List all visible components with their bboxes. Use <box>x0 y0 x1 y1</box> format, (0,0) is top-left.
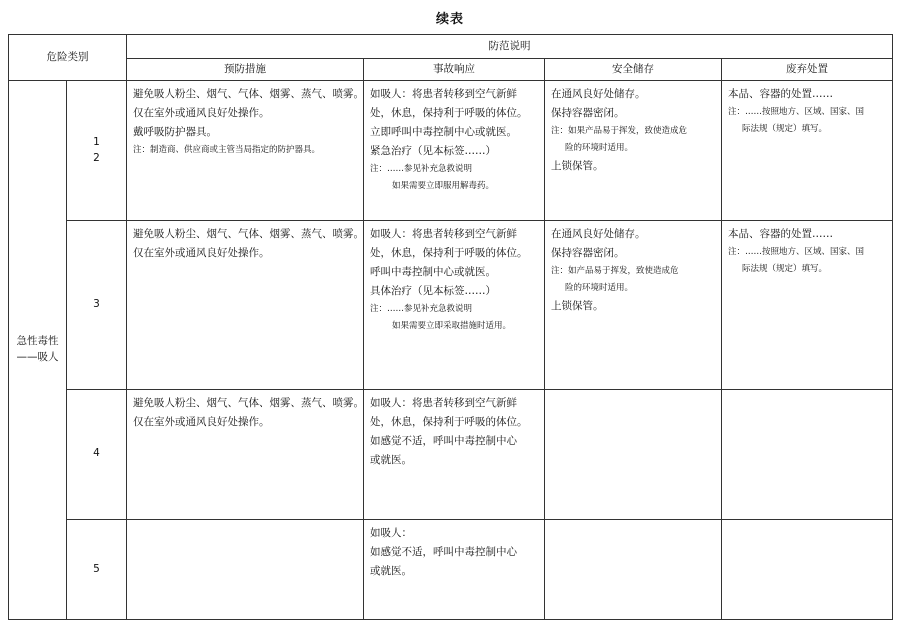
note-line: 险的环境时适用。 <box>565 283 634 294</box>
header-response: 事故响应 <box>364 59 545 81</box>
statement-line: 或就医。 <box>370 564 412 577</box>
hazard-category-cell <box>9 81 67 620</box>
statement-line: 避免吸人粉尘、烟气、气体、烟雾、蒸气、喷雾。 <box>133 228 364 241</box>
statement-line: 上锁保管。 <box>551 160 604 173</box>
note-line: 注：如果产品易于挥发，致使造成危 <box>551 126 688 137</box>
statement-line: 本品、容器的处置…… <box>728 228 833 241</box>
hazard-subcategory-cell <box>67 221 127 389</box>
statement-line: 保持容器密闭。 <box>551 107 625 120</box>
table-caption: 续表 <box>435 12 464 27</box>
disposal-cell <box>722 519 893 619</box>
storage-cell <box>545 221 722 389</box>
statement-line: 戴呼吸防护器具。 <box>133 126 217 139</box>
statement-line: 如吸人：将患者转移到空气新鲜 <box>370 396 517 409</box>
statement-line: 具体治疗（见本标签……） <box>370 285 496 298</box>
note-line: 注：制造商、供应商或主管当局指定的防护器具。 <box>133 145 321 156</box>
statement-line: 处，休息，保持利于呼吸的体位。 <box>370 107 528 120</box>
table-row <box>9 389 893 519</box>
disposal-cell <box>722 221 893 389</box>
statement-line: 如吸人：将患者转移到空气新鲜 <box>370 228 517 241</box>
statement-line: 保持容器密闭。 <box>551 247 625 260</box>
prevention-cell <box>127 519 364 619</box>
subcategory-number: 2 <box>93 151 100 164</box>
statement-line: 处，休息，保持利于呼吸的体位。 <box>370 247 528 260</box>
note-line: 际法规（规定）填写。 <box>742 124 828 135</box>
header-storage: 安全储存 <box>545 59 722 81</box>
storage-cell <box>545 81 722 221</box>
table-row <box>9 81 893 221</box>
statement-line: 仅在室外或通风良好处操作。 <box>133 247 270 260</box>
disposal-cell <box>722 389 893 519</box>
note-line: 注：……按照地方、区域、国家、国 <box>728 247 865 258</box>
response-cell <box>364 389 545 519</box>
note-line: 际法规（规定）填写。 <box>742 264 828 275</box>
subcategory-number: 4 <box>93 447 100 460</box>
response-cell <box>364 519 545 619</box>
note-line: 险的环境时适用。 <box>565 143 634 154</box>
statement-line: 避免吸人粉尘、烟气、气体、烟雾、蒸气、喷雾。 <box>133 88 364 101</box>
note-line: 如果需要立即服用解毒药。 <box>392 181 495 192</box>
subcategory-number: 1 <box>93 135 100 148</box>
header-disposal: 废弃处置 <box>722 59 893 81</box>
statement-line: 如吸人： <box>370 526 412 539</box>
statement-line: 仅在室外或通风良好处操作。 <box>133 107 270 120</box>
category-line-1: 急性毒性 <box>16 335 59 348</box>
hazard-subcategory-cell <box>67 389 127 519</box>
statement-line: 在通风良好处储存。 <box>551 228 646 241</box>
note-line: 注：……参见补充急救说明 <box>370 304 473 315</box>
statement-line: 紧急治疗（见本标签……） <box>370 145 496 158</box>
storage-cell <box>545 389 722 519</box>
note-line: 注：如产品易于挥发，致使造成危 <box>551 266 679 277</box>
statement-line: 如感觉不适，呼叫中毒控制中心 <box>370 434 517 447</box>
statement-line: 处，休息，保持利于呼吸的体位。 <box>370 415 528 428</box>
header-prevention: 预防措施 <box>127 59 364 81</box>
prevention-cell <box>127 221 364 389</box>
hazard-precaution-table <box>8 34 893 620</box>
header-precaution-group: 防范说明 <box>127 35 893 59</box>
statement-line: 呼叫中毒控制中心或就医。 <box>370 266 496 279</box>
statement-line: 或就医。 <box>370 453 412 466</box>
disposal-cell <box>722 81 893 221</box>
note-line: 如果需要立即采取措施时适用。 <box>392 321 512 332</box>
prevention-cell <box>127 389 364 519</box>
subcategory-number: 5 <box>93 562 100 575</box>
storage-cell <box>545 519 722 619</box>
statement-line: 避免吸人粉尘、烟气、气体、烟雾、蒸气、喷雾。 <box>133 396 364 409</box>
category-line-2: ——吸人 <box>16 351 59 364</box>
response-cell <box>364 81 545 221</box>
hazard-subcategory-cell <box>67 81 127 221</box>
table-row <box>9 519 893 619</box>
hazard-subcategory-cell <box>67 519 127 619</box>
statement-line: 立即呼叫中毒控制中心或就医。 <box>370 126 517 139</box>
note-line: 注：……按照地方、区域、国家、国 <box>728 107 865 118</box>
subcategory-number: 3 <box>93 298 100 311</box>
statement-line: 上锁保管。 <box>551 300 604 313</box>
header-hazard-category: 危险类别 <box>9 35 127 81</box>
response-cell <box>364 221 545 389</box>
statement-line: 仅在室外或通风良好处操作。 <box>133 415 270 428</box>
note-line: 注：……参见补充急救说明 <box>370 164 473 175</box>
statement-line: 本品、容器的处置…… <box>728 88 833 101</box>
table-row <box>9 221 893 389</box>
statement-line: 如感觉不适，呼叫中毒控制中心 <box>370 545 517 558</box>
statement-line: 如吸人：将患者转移到空气新鲜 <box>370 88 517 101</box>
statement-line: 在通风良好处储存。 <box>551 88 646 101</box>
prevention-cell <box>127 81 364 221</box>
